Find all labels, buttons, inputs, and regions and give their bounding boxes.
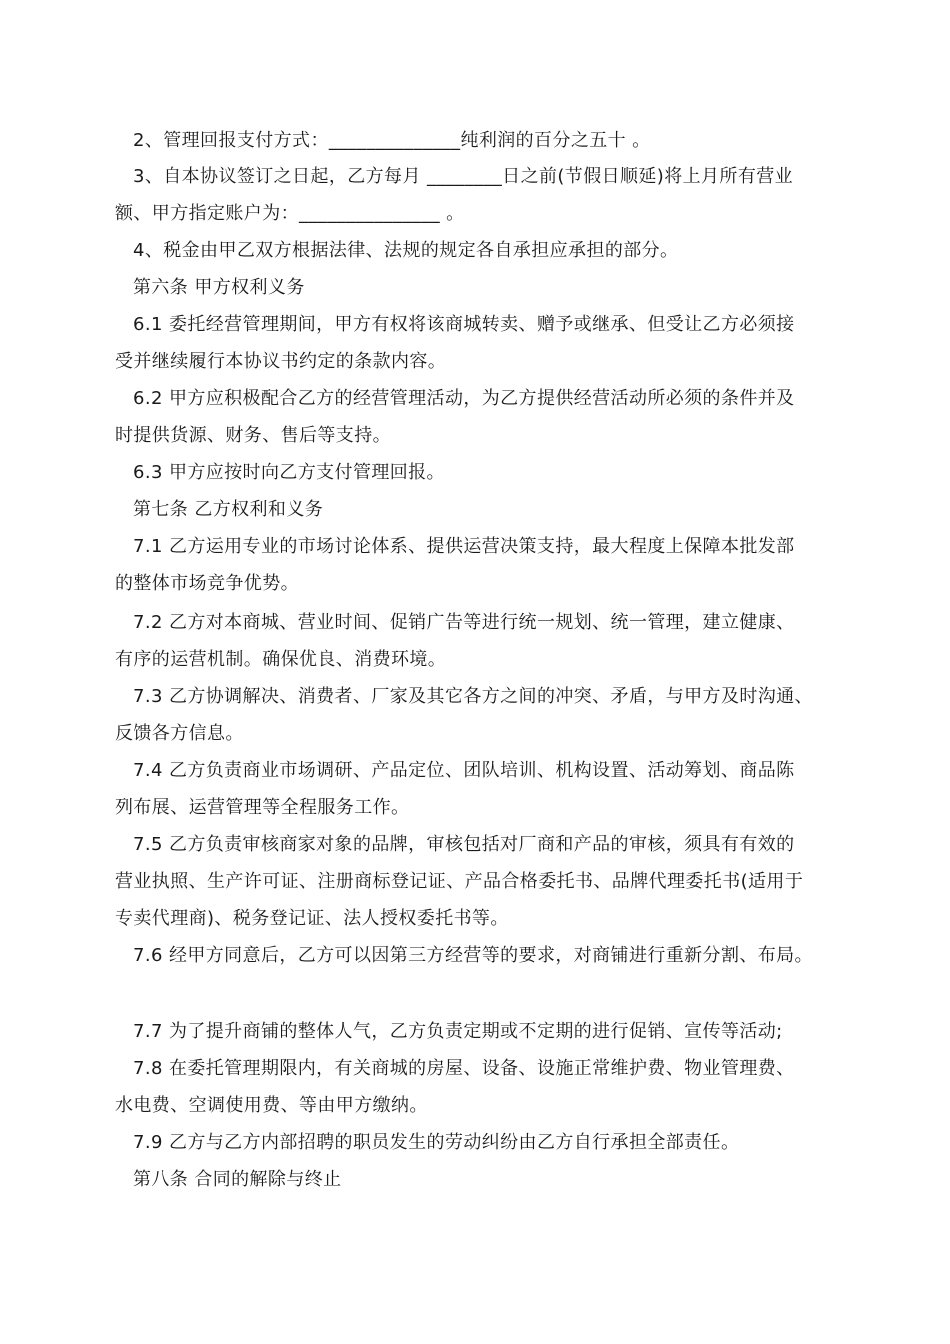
clause-7-6: 7.6 经甲方同意后，乙方可以因第三方经营等的要求，对商铺进行重新分割、布局。 <box>133 945 813 966</box>
clause-5-3-cont: 额、甲方指定账户为：_______________ 。 <box>115 203 465 224</box>
clause-7-9: 7.9 乙方与乙方内部招聘的职员发生的劳动纠纷由乙方自行承担全部责任。 <box>133 1132 740 1153</box>
article-8-heading: 第八条 合同的解除与终止 <box>133 1169 342 1190</box>
clause-6-2-cont: 时提供货源、财务、售后等支持。 <box>115 425 391 446</box>
clause-7-5-cont-1: 营业执照、生产许可证、注册商标登记证、产品合格委托书、品牌代理委托书(适用于 <box>115 871 804 892</box>
clause-5-4: 4、税金由甲乙双方根据法律、法规的规定各自承担应承担的部分。 <box>133 240 679 261</box>
clause-7-1-cont: 的整体市场竞争优势。 <box>115 573 299 594</box>
clause-6-3: 6.3 甲方应按时向乙方支付管理回报。 <box>133 462 445 483</box>
article-6-heading: 第六条 甲方权利义务 <box>133 277 305 298</box>
article-7-heading: 第七条 乙方权利和义务 <box>133 499 324 520</box>
clause-7-3-cont: 反馈各方信息。 <box>115 723 244 744</box>
clause-7-2-cont: 有序的运营机制。确保优良、消费环境。 <box>115 649 447 670</box>
clause-7-2: 7.2 乙方对本商城、营业时间、促销广告等进行统一规划、统一管理，建立健康、 <box>133 612 795 633</box>
clause-7-1: 7.1 乙方运用专业的市场讨论体系、提供运营决策支持，最大程度上保障本批发部 <box>133 536 795 557</box>
clause-5-2: 2、管理回报支付方式：______________纯利润的百分之五十 。 <box>133 130 651 151</box>
clause-6-1-cont: 受并继续履行本协议书约定的条款内容。 <box>115 351 447 372</box>
clause-7-4: 7.4 乙方负责商业市场调研、产品定位、团队培训、机构设置、活动筹划、商品陈 <box>133 760 795 781</box>
clause-5-3: 3、自本协议签订之日起，乙方每月 ________日之前(节假日顺延)将上月所有营业 <box>133 166 794 187</box>
clause-6-1: 6.1 委托经营管理期间，甲方有权将该商城转卖、赠予或继承、但受让乙方必须接 <box>133 314 795 335</box>
clause-7-7: 7.7 为了提升商铺的整体人气，乙方负责定期或不定期的进行促销、宣传等活动; <box>133 1021 783 1042</box>
clause-7-5-cont-2: 专卖代理商)、税务登记证、法人授权委托书等。 <box>115 908 509 929</box>
clause-7-8-cont: 水电费、空调使用费、等由甲方缴纳。 <box>115 1095 428 1116</box>
clause-7-8: 7.8 在委托管理期限内，有关商城的房屋、设备、设施正常维护费、物业管理费、 <box>133 1058 795 1079</box>
clause-7-4-cont: 列布展、运营管理等全程服务工作。 <box>115 797 410 818</box>
clause-7-3: 7.3 乙方协调解决、消费者、厂家及其它各方之间的冲突、矛盾，与甲方及时沟通、 <box>133 686 813 707</box>
clause-6-2: 6.2 甲方应积极配合乙方的经营管理活动，为乙方提供经营活动所必须的条件并及 <box>133 388 795 409</box>
clause-7-5: 7.5 乙方负责审核商家对象的品牌，审核包括对厂商和产品的审核，须具有有效的 <box>133 834 795 855</box>
